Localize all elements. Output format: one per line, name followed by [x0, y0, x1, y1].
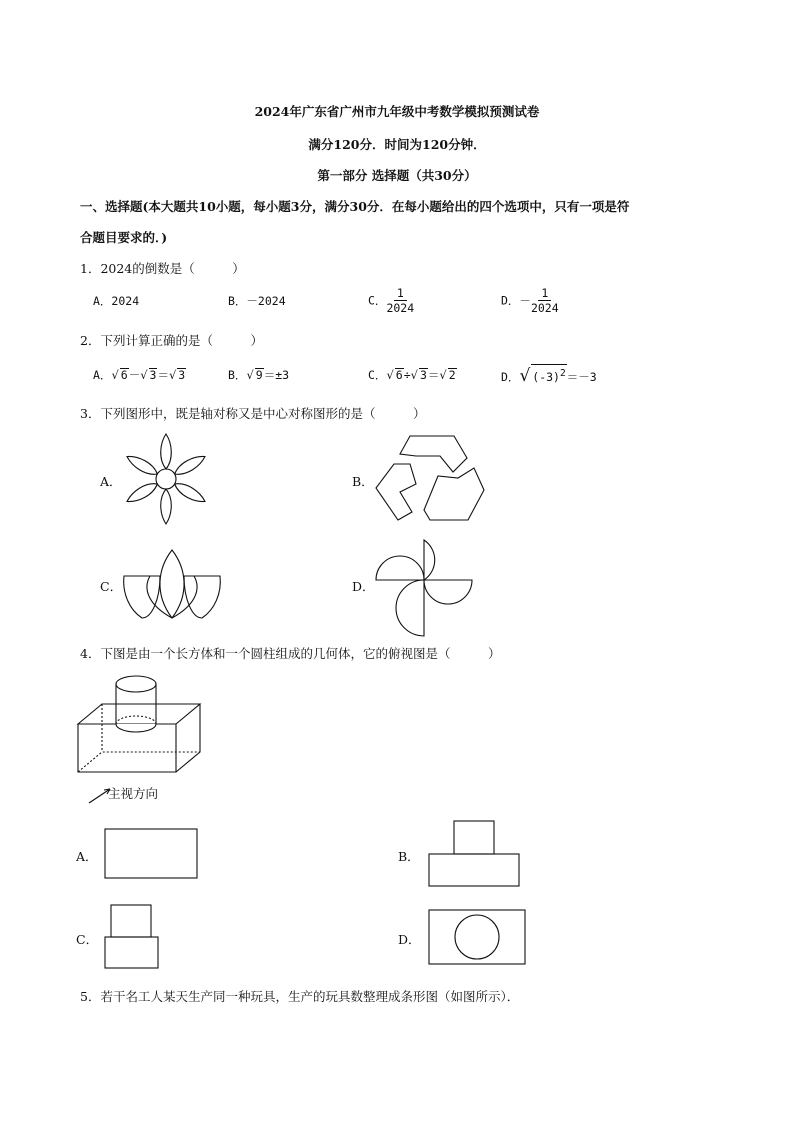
q1-c-numerator: 1	[394, 286, 407, 301]
q2-d-exponent: 2	[559, 368, 566, 379]
q2-option-d	[501, 364, 597, 386]
view-direction-label: 主视方向	[108, 786, 159, 801]
q2-option-a	[93, 367, 186, 383]
lotus-figure	[120, 546, 224, 621]
radical-sign-icon: √	[386, 368, 394, 382]
question-5-stem: 5．若干名工人某天生产同一种玩具，生产的玩具数整理成条形图（如图所示）．	[80, 989, 520, 1004]
q2-a-radicand3: 3	[178, 368, 186, 382]
question-3-stem: 3．下列图形中，既是轴对称又是中心对称图形的是（ ）	[80, 406, 426, 421]
exam-info: 满分120分．时间为120分钟．	[308, 137, 486, 152]
q2-b-result: ＝±3	[263, 368, 290, 382]
q4-option-c-stacked-figure	[104, 904, 162, 970]
q2-d-result: ＝－3	[566, 369, 597, 384]
section-heading-line2: 合题目要求的．)	[80, 230, 168, 245]
q2-c-operator: ÷	[403, 368, 411, 382]
q4-label-b: B．	[398, 849, 420, 864]
question-1-stem: 1．2024的倒数是（ ）	[80, 261, 245, 276]
radical-sign-icon: √	[519, 365, 531, 386]
radical-sign-icon: √	[140, 368, 148, 382]
q1-d-numerator: 1	[538, 286, 551, 301]
q2-b-label: B．	[228, 368, 247, 382]
q2-a-radicand2: 3	[149, 368, 157, 382]
part-heading: 第一部分 选择题（共30分）	[317, 168, 477, 183]
q1-c-denominator: 2024	[386, 301, 415, 315]
q4-label-d: D．	[398, 932, 421, 947]
q2-option-c	[368, 367, 457, 383]
q2-option-b	[228, 367, 289, 383]
q1-d-denominator: 2024	[530, 301, 559, 315]
recycle-hexagon-figure	[372, 434, 490, 524]
radical-sign-icon: √	[168, 368, 177, 382]
q2-b-radicand: 9	[255, 368, 263, 382]
q1-option-b: B．－2024	[228, 294, 286, 308]
q2-c-equals: ＝	[427, 368, 440, 382]
q4-label-c: C．	[76, 932, 99, 947]
q2-c-radicand3: 2	[448, 368, 456, 382]
q3-label-c: C．	[100, 579, 123, 594]
q2-a-operator: －	[128, 368, 141, 382]
q2-c-label: C．	[368, 368, 387, 382]
q4-option-b-stepped-figure	[428, 820, 522, 888]
flower-six-petal-figure	[118, 432, 218, 527]
q2-a-radicand1: 6	[120, 368, 128, 382]
radical-sign-icon: √	[246, 368, 254, 382]
q2-d-label: D．	[501, 369, 520, 384]
q2-c-radicand1: 6	[395, 368, 403, 382]
q4-option-a-rectangle	[104, 828, 200, 880]
q1-option-d	[501, 286, 559, 315]
q3-label-b: B．	[352, 474, 374, 489]
radical-sign-icon: √	[111, 368, 119, 382]
q2-d-base: (-3)	[532, 369, 560, 384]
q3-label-a: A．	[100, 474, 122, 489]
q2-a-label: A．	[93, 368, 112, 382]
q1-c-label: C．	[368, 293, 387, 308]
pinwheel-figure	[374, 538, 478, 600]
q2-d-radicand	[531, 364, 566, 384]
q2-c-radicand2: 3	[419, 368, 427, 382]
q1-c-fraction	[386, 286, 414, 315]
q1-d-fraction	[531, 286, 559, 315]
question-4-stem: 4．下图是由一个长方体和一个圆柱组成的几何体，它的俯视图是（ ）	[80, 646, 501, 661]
q3-label-d: D．	[352, 579, 375, 594]
q1-d-label: D．－	[501, 293, 531, 308]
radical-sign-icon: √	[410, 368, 418, 382]
question-2-stem: 2．下列计算正确的是（ ）	[80, 333, 263, 348]
page-title: 2024年广东省广州市九年级中考数学模拟预测试卷	[254, 104, 540, 119]
q2-a-equals: ＝	[157, 368, 169, 382]
section-heading-line1: 一、选择题(本大题共10小题，每小题3分，满分30分．在每小题给出的四个选项中，只有一项是符	[80, 199, 630, 214]
q1-option-c	[368, 286, 414, 315]
q4-label-a: A．	[76, 849, 98, 864]
q1-option-a: A．2024	[93, 294, 140, 308]
radical-sign-icon: √	[439, 368, 447, 382]
q4-option-d-circle-in-rectangle	[428, 909, 528, 967]
